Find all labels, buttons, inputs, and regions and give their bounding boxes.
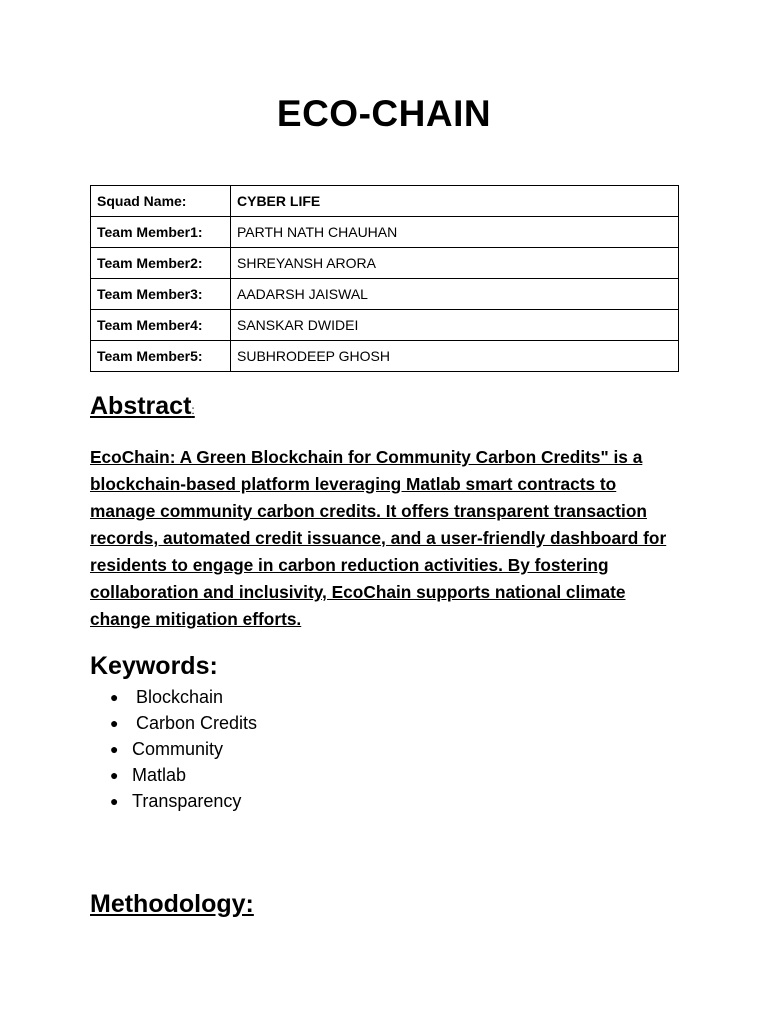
table-row: [91, 248, 679, 279]
keywords-heading: Keywords:: [90, 652, 218, 680]
keyword-matlab: Matlab: [132, 765, 187, 785]
row-value-team-member-4: SANSKAR DWIDEI: [231, 310, 679, 341]
abstract-heading-text: Abstract: [90, 392, 192, 420]
row-value-team-member-1: PARTH NATH CHAUHAN: [231, 217, 679, 248]
document-title: ECO-CHAIN: [276, 93, 492, 134]
keyword-list: [110, 684, 257, 814]
table-row: [91, 279, 679, 310]
row-label-team-member-2: Team Member2:: [91, 248, 231, 279]
list-item: [110, 788, 257, 814]
bullet-icon: ●: [110, 793, 119, 809]
team-table: [90, 185, 679, 372]
abstract-heading-colon: :: [191, 403, 195, 417]
row-label-team-member-3: Team Member3:: [91, 279, 231, 310]
row-label-team-member-4: Team Member4:: [91, 310, 231, 341]
keyword-blockchain: Blockchain: [136, 687, 224, 707]
list-item: [110, 684, 257, 710]
list-item: [110, 736, 257, 762]
row-value-squad-name: CYBER LIFE: [231, 186, 679, 217]
row-value-team-member-3: AADARSH JAISWAL: [231, 279, 679, 310]
methodology-heading: Methodology:: [90, 890, 254, 918]
list-item: [110, 762, 257, 788]
table-row: [91, 310, 679, 341]
row-value-team-member-2: SHREYANSH ARORA: [231, 248, 679, 279]
bullet-icon: ●: [110, 689, 119, 705]
keyword-transparency: Transparency: [132, 791, 242, 811]
row-value-team-member-5: SUBHRODEEP GHOSH: [231, 341, 679, 372]
table-row: [91, 186, 679, 217]
table-row: [91, 217, 679, 248]
table-row: [91, 341, 679, 372]
keyword-carbon-credits: Carbon Credits: [136, 713, 258, 733]
list-item: [110, 710, 257, 736]
row-label-team-member-5: Team Member5:: [91, 341, 231, 372]
bullet-icon: ●: [110, 715, 119, 731]
bullet-icon: ●: [110, 767, 119, 783]
abstract-body: EcoChain: A Green Blockchain for Community Carbon Credits" is a blockchain-based platform leveraging Matlab smart contracts to manage community carbon credits. It offers transparent transaction records, automated credit issuance, and a user-friendly dashboard for residents to engage in carbon reduction activities. By fostering collaboration and inclusivity, EcoChain supports national climate change mitigation efforts.: [90, 447, 667, 629]
row-label-team-member-1: Team Member1:: [91, 217, 231, 248]
bullet-icon: ●: [110, 741, 119, 757]
row-label-squad-name: Squad Name:: [91, 186, 231, 217]
abstract-heading: [90, 392, 195, 421]
keyword-community: Community: [132, 739, 224, 759]
